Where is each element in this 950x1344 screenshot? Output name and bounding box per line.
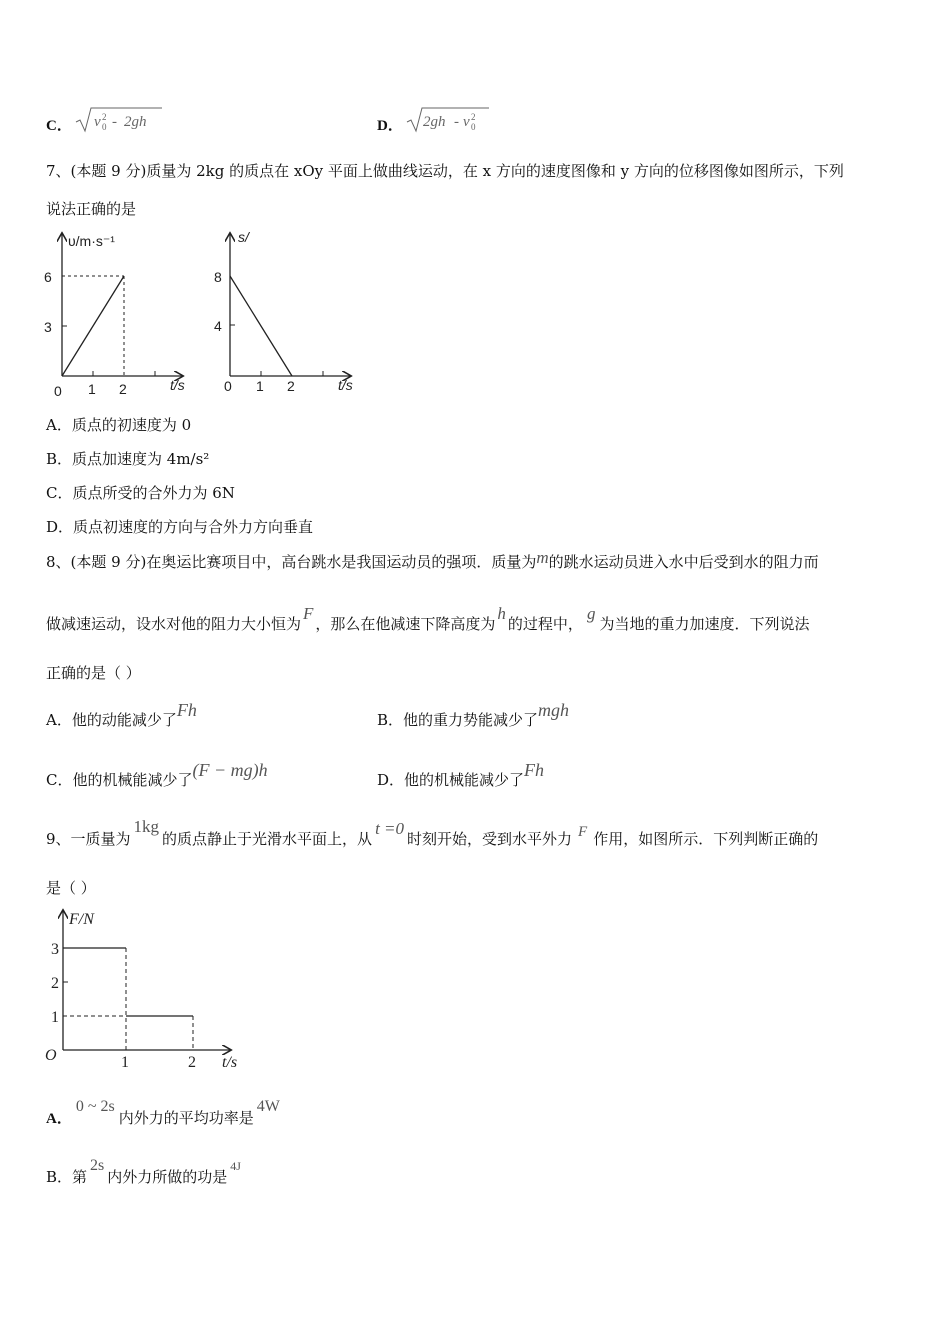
q7-g1-ytick: 3 <box>44 319 52 335</box>
q7-g1-ylabel: υ/m·s⁻¹ <box>68 233 115 249</box>
q8-option-b: B．他的重力势能减少了mgh <box>377 700 570 729</box>
q7-g2-ylabel: s/ <box>238 229 249 245</box>
svg-text:2gh: 2gh <box>423 114 446 130</box>
q6-option-c-label: C． <box>46 118 72 134</box>
q8-option-d: D．他的机械能减少了Fh <box>377 760 545 789</box>
q7-g1-xtick: 2 <box>119 381 127 397</box>
q7-g1-data-line <box>62 276 124 376</box>
q7-g2-xtick: 2 <box>287 378 295 394</box>
svg-text:v: v <box>94 114 101 130</box>
svg-text:2gh: 2gh <box>124 114 147 130</box>
q7-g1-xtick: 0 <box>54 383 62 399</box>
q8-option-a: A．他的动能减少了Fh <box>46 700 197 729</box>
q9-ytick: 1 <box>51 1009 59 1026</box>
q7-option-a: A．质点的初速度为 0 <box>46 416 192 434</box>
q7-g1-xlabel: t/s <box>170 377 185 393</box>
q9-force-graph <box>40 905 260 1075</box>
q7-option-b: B．质点加速度为 4m/s² <box>46 450 210 468</box>
q9-ytick: 2 <box>51 975 59 992</box>
q7-stem-line1: 7、(本题 9 分)质量为 2kg 的质点在 xOy 平面上做曲线运动，在 x 方向的速度图像和 y 方向的位移图像如图所示，下列 <box>46 162 844 180</box>
q7-g1-xtick: 1 <box>88 381 96 397</box>
q7-g2-xtick: 1 <box>256 378 264 394</box>
q9-option-b: B．第2s内外力所做的功是$^{4J}$ <box>46 1157 241 1186</box>
svg-text:2: 2 <box>471 112 476 122</box>
q7-g2-xlabel: t/s <box>338 377 353 393</box>
q7-g2-ytick: 8 <box>214 269 222 285</box>
q9-option-a: A．0 ~ 2s内外力的平均功率是4W <box>46 1098 280 1127</box>
q7-velocity-graph <box>40 226 200 400</box>
q9-ylabel: F/N <box>69 911 94 928</box>
q7-g2-data-line <box>230 276 292 376</box>
q9-stem-line1: 9、一质量为1kg的质点静止于光滑水平面上，从t =0时刻开始，受到水平外力 F 作用，如图所示．下列判断正确的 <box>46 817 819 848</box>
svg-text:-: - <box>112 114 117 130</box>
q7-g2-ytick: 4 <box>214 318 222 334</box>
q8-stem-line1: 8、(本题 9 分)在奥运比赛项目中，高台跳水是我国运动员的强项．质量为m的跳水运动员进入水中后受到水的阻力而 <box>46 548 819 571</box>
svg-text:0: 0 <box>102 122 107 132</box>
q9-origin: O <box>45 1047 57 1064</box>
q9-xtick: 1 <box>121 1054 129 1071</box>
q9-stem-line2: 是（ ） <box>46 879 96 897</box>
q7-displacement-graph <box>210 226 370 400</box>
q7-g1-ytick: 6 <box>44 269 52 285</box>
q6-option-c-formula <box>74 104 164 134</box>
q6-option-d-label: D． <box>377 118 403 134</box>
q7-stem-line2: 说法正确的是 <box>46 200 137 218</box>
q7-option-c: C．质点所受的合外力为 6N <box>46 484 235 502</box>
svg-text:v: v <box>463 114 470 130</box>
q9-ytick: 3 <box>51 941 59 958</box>
q8-stem-line2: 做减速运动，设水对他的阻力大小恒为F，那么在他减速下降高度为h的过程中，g为当地的重力加速度．下列说法 <box>46 604 810 633</box>
q6-option-d-formula <box>405 104 495 134</box>
svg-text:0: 0 <box>471 122 476 132</box>
q9-xlabel: t/s <box>222 1054 238 1071</box>
svg-text:2: 2 <box>102 112 107 122</box>
q9-xtick: 2 <box>188 1054 196 1071</box>
svg-text:-: - <box>454 114 459 130</box>
q7-option-d: D．质点初速度的方向与合外力方向垂直 <box>46 518 314 536</box>
q8-stem-line3: 正确的是（ ） <box>46 664 141 682</box>
q7-g2-xtick: 0 <box>224 378 232 394</box>
q8-option-c: C．他的机械能减少了(F − mg)h <box>46 760 268 789</box>
